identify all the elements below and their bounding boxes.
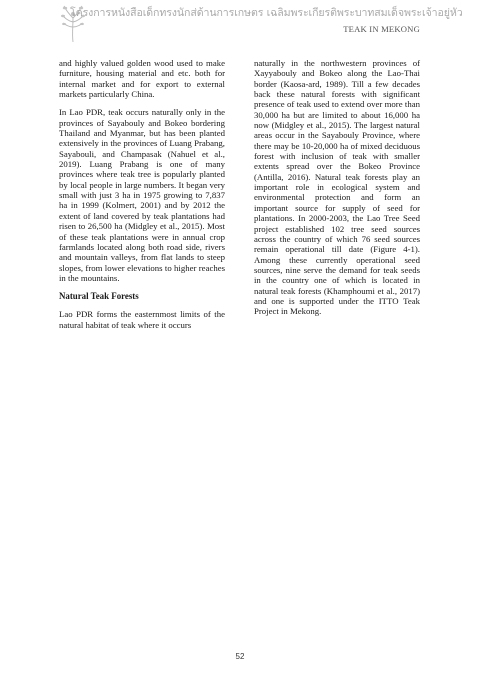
- section-heading: Natural Teak Forests: [59, 291, 139, 302]
- right-column: [254, 58, 420, 325]
- page-number: 52: [235, 652, 245, 661]
- right-paragraph-1: naturally in the northwestern provinces of Xayyabouly and Bokeo along the Lao-Thai border (Kaosa-ard, 1989). Till a few decades back these natural forests with significant presence of teak used to extend over more than 30,000 ha but are limited to about 16,000 ha now (Midgley et al., 2015). The largest natural areas occur in the Sayabouly Province, where there may be 10-20,000 ha of mixed deciduous forest with inclusion of teak with smaller extents spread over the Bokeo Province (Antilla, 2016). Natural teak forests play an important role in ecological system and environmental protection and form an important source for supply of seed for plantations. In 2000-2003, the Lao Tree Seed project established 102 tree seed sources across the country of which 76 seed sources remain operational till date (Figure 4-1). Among these currently operational seed sources, nine serve the demand for teak seeds in the country one of which is located in natural teak forests (Khamphoumi et al., 2017) and one is supported under the ITTO Teak Project in Mekong.: [254, 58, 420, 317]
- page-header: [0, 0, 480, 46]
- left-paragraph-2: In Lao PDR, teak occurs naturally only in the provinces of Sayabouly and Bokeo bordering Thailand and Myanmar, but has been planted extensively in the provinces of Luang Prabang, Sayabouli, and Champasak (Nahuel et al., 2019). Luang Prabang is one of many provinces where teak tree is popularly planted by local people in large numbers. It began very small with just 3 ha in 1975 growing to 7,837 ha in 1999 (Kolmert, 2001) and by 2012 the extent of land covered by teak plantations had risen to 26,500 ha (Midgley et al., 2015). Most of these teak plantations were in annual crop farmlands located along both road side, rivers and mountain valleys, from flat lands to steep slopes, from lower elevations to higher reaches in the mountains.: [59, 107, 225, 283]
- left-column: [59, 58, 225, 338]
- left-paragraph-3: Lao PDR forms the easternmost limits of the natural habitat of teak where it occurs: [59, 309, 225, 330]
- header-thai-title: โครงการหนังสือเด็กทรงนักส่ด้านการเกษตร เฉลิมพระเกียรติพระบาทสมเด็จพระเจ้าอยู่หัว: [70, 7, 463, 19]
- header-section-title: TEAK IN MEKONG: [343, 24, 420, 34]
- left-paragraph-1: and highly valued golden wood used to make furniture, housing material and etc. both for internal market and for export to external markets particularly China.: [59, 58, 225, 100]
